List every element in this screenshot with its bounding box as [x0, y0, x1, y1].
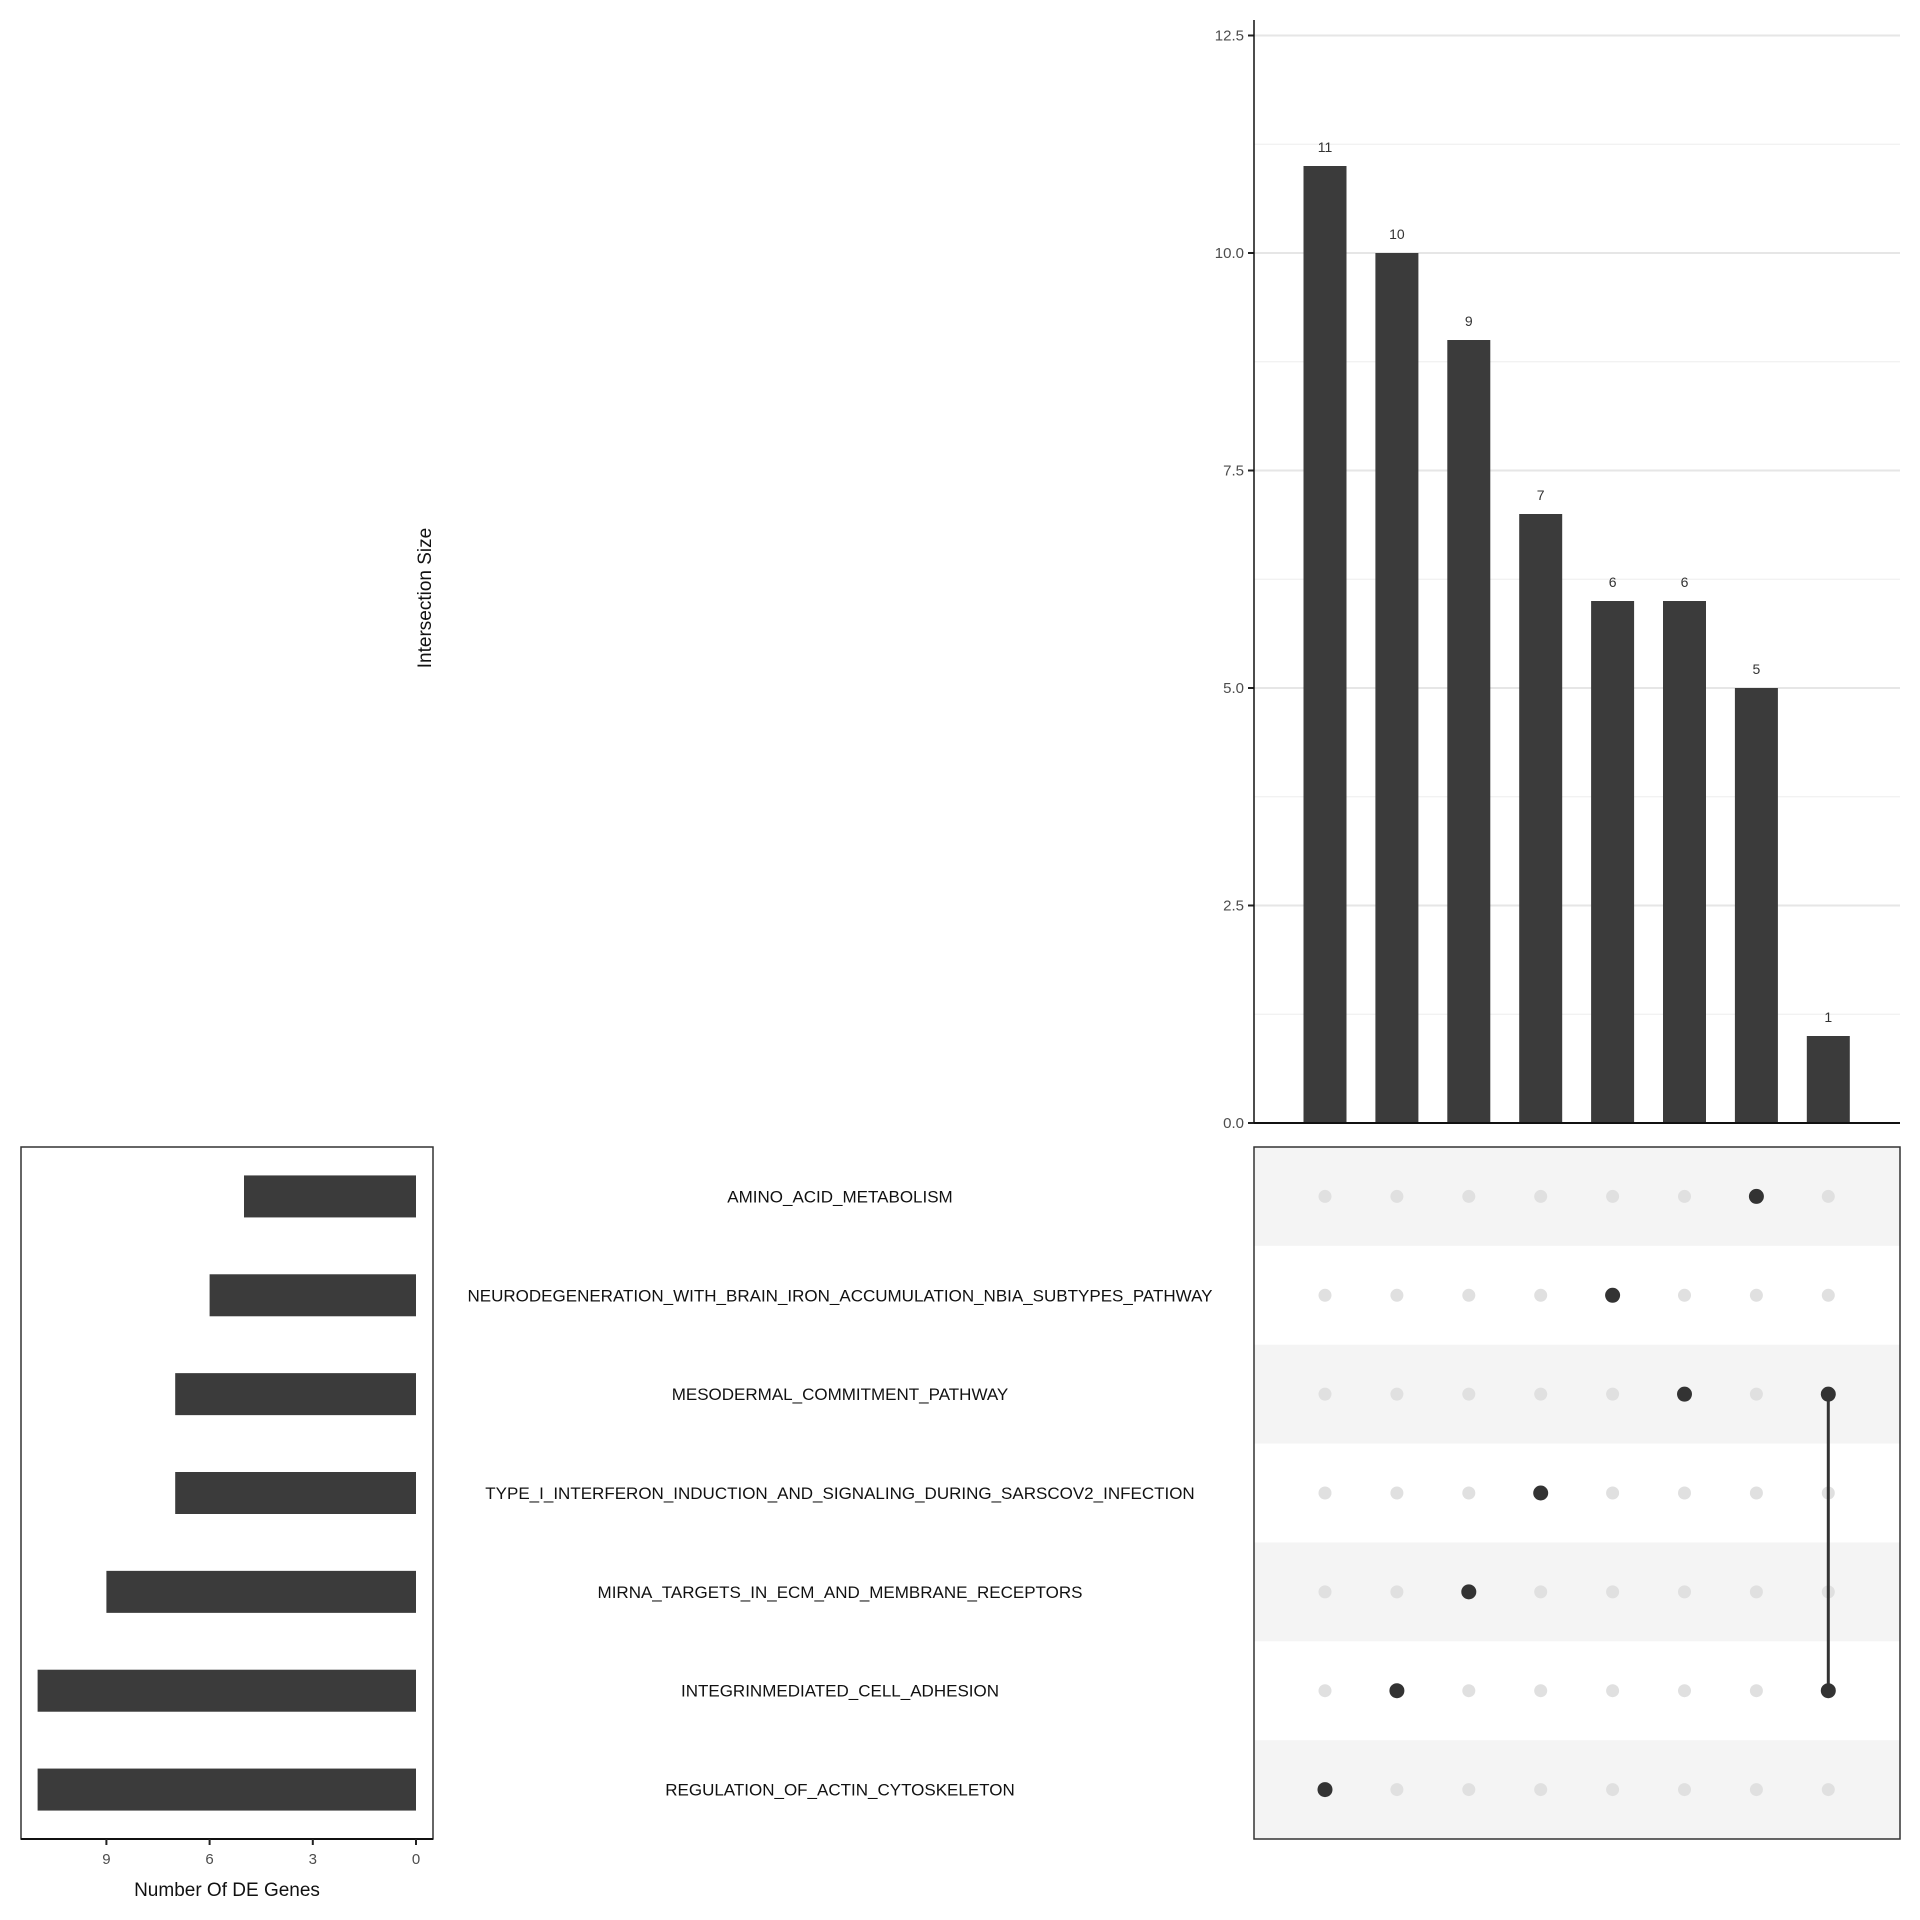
matrix-dot-inactive [1678, 1684, 1691, 1697]
matrix-row-shade [1254, 1147, 1900, 1246]
intersection-bar [1447, 340, 1490, 1123]
bar-value-label: 1 [1824, 1009, 1833, 1025]
matrix-dot-inactive [1534, 1190, 1547, 1203]
matrix-dot-active [1605, 1288, 1620, 1303]
matrix-dot-active [1821, 1387, 1836, 1402]
matrix-dot-active [1677, 1387, 1692, 1402]
matrix-dot-inactive [1822, 1783, 1835, 1796]
matrix-dot-inactive [1390, 1289, 1403, 1302]
matrix-dot-inactive [1462, 1289, 1475, 1302]
matrix-dot-inactive [1390, 1487, 1403, 1500]
set-size-tick-label: 6 [205, 1851, 214, 1868]
matrix-panel [1254, 1147, 1900, 1839]
matrix-dot-inactive [1462, 1487, 1475, 1500]
bar-value-label: 9 [1464, 313, 1473, 329]
matrix-dot-inactive [1462, 1684, 1475, 1697]
matrix-dot-inactive [1606, 1487, 1619, 1500]
bar-value-label: 10 [1389, 226, 1405, 242]
set-label: INTEGRINMEDIATED_CELL_ADHESION [680, 1681, 1000, 1701]
matrix-dot-inactive [1534, 1783, 1547, 1796]
set-label: MESODERMAL_COMMITMENT_PATHWAY [671, 1385, 1009, 1405]
matrix-dot-inactive [1750, 1487, 1763, 1500]
matrix-dot-inactive [1678, 1783, 1691, 1796]
set-size-bar [106, 1571, 416, 1613]
matrix-dot-inactive [1319, 1190, 1332, 1203]
set-size-axis-title: Number Of DE Genes [134, 1880, 320, 1901]
matrix-dot-inactive [1750, 1289, 1763, 1302]
matrix-row-shade [1254, 1740, 1900, 1839]
intersection-bar [1519, 514, 1562, 1123]
y-axis-title: Intersection Size [415, 527, 436, 669]
matrix-dot-inactive [1534, 1684, 1547, 1697]
matrix-dot-inactive [1390, 1388, 1403, 1401]
matrix-dot-inactive [1606, 1585, 1619, 1598]
matrix-dot-inactive [1534, 1289, 1547, 1302]
set-label: MIRNA_TARGETS_IN_ECM_AND_MEMBRANE_RECEPTORS [597, 1582, 1083, 1602]
set-size-bar [38, 1769, 416, 1811]
bar-value-label: 7 [1536, 487, 1545, 503]
set-size-tick-label: 3 [308, 1851, 317, 1868]
set-size-tick-label: 9 [102, 1851, 111, 1868]
set-size-bar [175, 1472, 416, 1514]
matrix-dot-inactive [1534, 1585, 1547, 1598]
set-label: TYPE_I_INTERFERON_INDUCTION_AND_SIGNALING_DURING_SARSCOV2_INFECTION [485, 1484, 1195, 1503]
y-tick-label: 0.0 [1223, 1115, 1244, 1132]
matrix-dot-inactive [1750, 1783, 1763, 1796]
matrix-dot-inactive [1822, 1289, 1835, 1302]
intersection-bar [1304, 166, 1347, 1123]
matrix-row-shade [1254, 1345, 1900, 1444]
matrix-dot-active [1533, 1486, 1548, 1501]
matrix-dot-inactive [1390, 1585, 1403, 1598]
matrix-dot-inactive [1678, 1190, 1691, 1203]
matrix-dot-inactive [1606, 1684, 1619, 1697]
matrix-dot-inactive [1390, 1783, 1403, 1796]
bar-value-label: 11 [1317, 139, 1333, 155]
matrix-dot-active [1821, 1683, 1836, 1698]
y-tick-label: 5.0 [1223, 680, 1244, 697]
set-size-bar [210, 1274, 416, 1316]
matrix-dot-inactive [1319, 1585, 1332, 1598]
y-tick-label: 12.5 [1214, 27, 1244, 45]
matrix-dot-inactive [1462, 1388, 1475, 1401]
matrix-dot-inactive [1462, 1783, 1475, 1796]
matrix-dot-active [1749, 1189, 1764, 1204]
set-label: NEURODEGENERATION_WITH_BRAIN_IRON_ACCUMULATION_NBIA_SUBTYPES_PATHWAY [467, 1286, 1213, 1306]
intersection-bar [1807, 1036, 1850, 1123]
set-size-bar [244, 1175, 416, 1217]
matrix-row-shade [1254, 1542, 1900, 1641]
y-tick-label: 10.0 [1214, 245, 1244, 262]
matrix-dot-inactive [1319, 1289, 1332, 1302]
matrix-dot-inactive [1606, 1783, 1619, 1796]
y-tick-label: 7.5 [1223, 462, 1244, 480]
matrix-dot-inactive [1678, 1585, 1691, 1598]
set-size-bar [38, 1670, 416, 1712]
matrix-dot-active [1389, 1683, 1404, 1698]
matrix-dot-inactive [1678, 1487, 1691, 1500]
matrix-dot-inactive [1462, 1190, 1475, 1203]
matrix-dot-inactive [1678, 1289, 1691, 1302]
matrix-dot-inactive [1319, 1487, 1332, 1500]
intersection-bar [1735, 688, 1778, 1123]
set-size-bar [175, 1373, 416, 1415]
matrix-dot-inactive [1319, 1388, 1332, 1401]
matrix-dot-inactive [1390, 1190, 1403, 1203]
set-size-tick-label: 0 [411, 1851, 421, 1868]
intersection-bar [1663, 601, 1706, 1123]
matrix-dot-inactive [1750, 1585, 1763, 1598]
matrix-dot-inactive [1750, 1684, 1763, 1697]
matrix-dot-inactive [1534, 1388, 1547, 1401]
matrix-dot-inactive [1606, 1190, 1619, 1203]
matrix-dot-active [1461, 1584, 1476, 1599]
matrix-dot-active [1318, 1782, 1333, 1797]
matrix-dot-inactive [1606, 1388, 1619, 1401]
y-tick-label: 2.5 [1223, 897, 1244, 915]
set-label: REGULATION_OF_ACTIN_CYTOSKELETON [665, 1780, 1015, 1800]
matrix-dot-inactive [1319, 1684, 1332, 1697]
bar-value-label: 6 [1680, 574, 1689, 590]
matrix-dot-inactive [1750, 1388, 1763, 1401]
set-label: AMINO_ACID_METABOLISM [727, 1187, 953, 1207]
bar-value-label: 5 [1752, 661, 1761, 677]
intersection-bar [1591, 601, 1634, 1123]
intersection-bar [1375, 253, 1418, 1123]
bar-value-label: 6 [1608, 574, 1617, 590]
matrix-dot-inactive [1822, 1190, 1835, 1203]
